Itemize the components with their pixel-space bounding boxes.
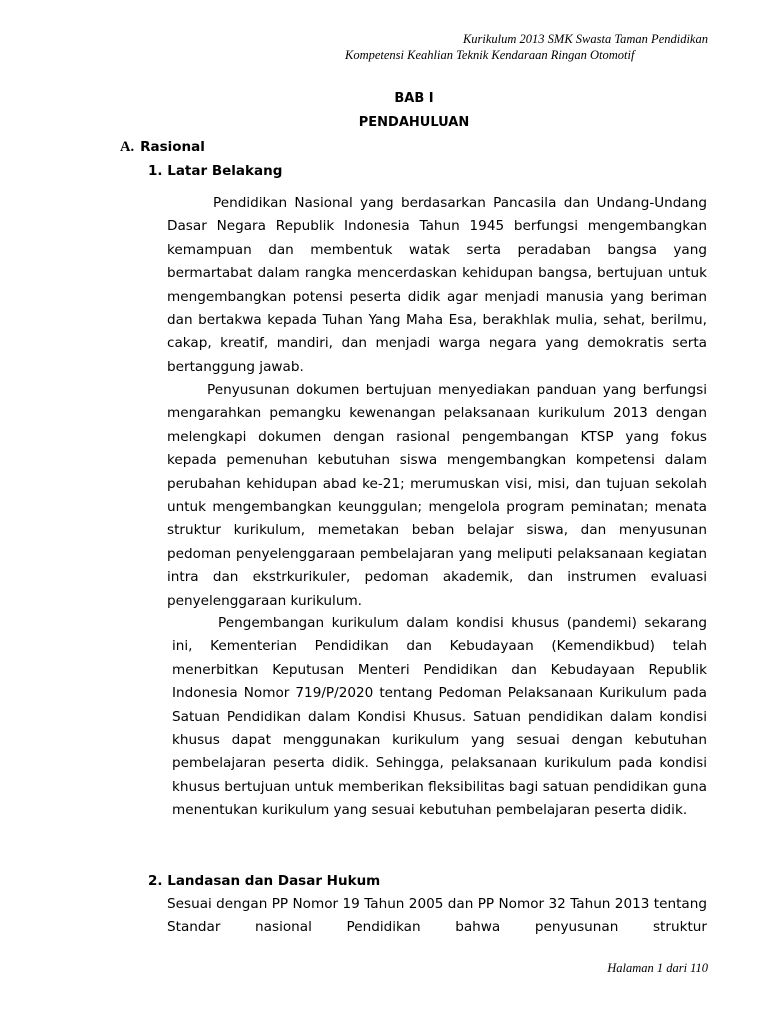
- section-title: Rasional: [140, 139, 205, 155]
- subsection-heading-landasan-hukum: 2. Landasan dan Dasar Hukum: [148, 873, 381, 889]
- paragraph-penyusunan-dokumen: Penyusunan dokumen bertujuan menyediakan panduan yang berfungsi mengarahkan pemangku kewenangan pelaksanaan kurikulum 2013 dengan melengkapi dokumen dengan rasional pengembangan KTSP yang fokus kepada pemenuhan kebutuhan siswa mengembangkan kompetensi dalam perubahan kehidupan abad ke-21; merumuskan visi, misi, dan tujuan sekolah untuk mengembangkan keunggulan; mengelola program peminatan; menata struktur kurikulum, memetakan beban belajar siswa, dan menyusunan pedoman penyelenggaraan pembelajaran yang meliputi pelaksanaan kegiatan intra dan ekstrkurikuler, pedoman akademik, dan instrumen evaluasi penyelenggaraan kurikulum.: [167, 382, 707, 609]
- running-header: [288, 31, 708, 63]
- subsection-heading-latar-belakang: 1. Latar Belakang: [148, 163, 283, 179]
- header-curriculum-title: Kurikulum 2013 SMK Swasta Taman Pendidikan: [462, 32, 708, 46]
- chapter-title: PENDAHULUAN: [358, 115, 470, 130]
- section-heading-rasional: [120, 136, 205, 158]
- paragraph-landasan: Sesuai dengan PP Nomor 19 Tahun 2005 dan PP Nomor 32 Tahun 2013 tentang Standar nasional Pendidikan bahwa penyusunan struktur: [167, 896, 707, 936]
- header-competency: Kompetensi Keahlian Teknik Kendaraan Ringan Otomotif: [345, 48, 635, 62]
- chapter-number: BAB I: [394, 91, 434, 106]
- paragraph-pengembangan-kurikulum: Pengembangan kurikulum dalam kondisi khusus (pandemi) sekarang ini, Kementerian Pendidikan dan Kebudayaan (Kemendikbud) telah menerbitkan Keputusan Menteri Pendidikan dan Kebudayaan Republik Indonesia Nomor 719/P/2020 tentang Pedoman Pelaksanaan Kurikulum pada Satuan Pendidikan dalam Kondisi Khusus. Satuan pendidikan dalam kondisi khusus dapat menggunakan kurikulum yang sesuai dengan kebutuhan pembelajaran peserta didik. Sehingga, pelaksanaan kurikulum pada kondisi khusus bertujuan untuk memberikan fleksibilitas bagi satuan pendidikan guna menentukan kurikulum yang sesuai kebutuhan pembelajaran peserta didik.: [172, 615, 707, 819]
- paragraph-pendidikan-nasional: Pendidikan Nasional yang berdasarkan Pancasila dan Undang-Undang Dasar Negara Republik Indonesia Tahun 1945 berfungsi mengembangkan kemampuan dan membentuk watak serta peradaban bangsa yang bermartabat dalam rangka mencerdaskan kehidupan bangsa, bertujuan untuk mengembangkan potensi peserta didik agar menjadi manusia yang beriman dan bertakwa kepada Tuhan Yang Maha Esa, berakhlak mulia, sehat, berilmu, cakap, kreatif, mandiri, dan menjadi warga negara yang demokratis serta bertanggung jawab.: [167, 195, 707, 375]
- page-number: Halaman 1 dari 110: [607, 961, 708, 975]
- section-letter: A.: [120, 139, 135, 155]
